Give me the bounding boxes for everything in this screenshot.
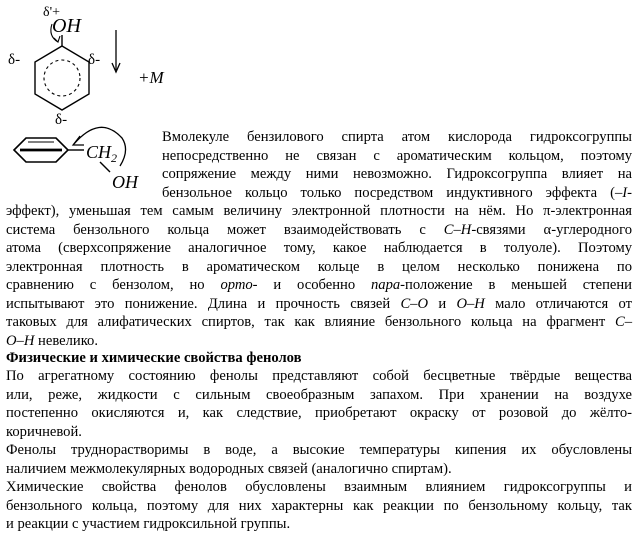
para1-line-5: эффект), уменьшая тем самым величину электронной плотности на нём. Но π-электронная [6,203,632,219]
para1-line-3: сопряжение между ними невозможно. Гидроксогруппа влияет на [162,166,632,182]
paragraph-physical-state [6,367,632,441]
phenol-ring [35,46,89,110]
phenol-oh-label: OH [52,15,81,37]
para1-line-9: сравнению с бензолом, но орто- и особенно пара-положение в меньшей степени [6,277,632,293]
benzyl-oh-label: OH [112,172,138,192]
benzyl-alcohol-diagram [0,118,170,193]
para2-line-1: По агрегатному состоянию фенолы представляют собой бесцветные твёрдые вещества [6,368,632,384]
para1-line-8: электронная плотность в ароматическом кольце в целом несколько понижена по [6,258,632,275]
delta-plus-label: δ'+ [43,5,61,20]
para2-line-2: или, реже, жидкости с сильным своеобразным запахом. При хранении на воздухе [6,386,632,403]
para2-line-3: постепенно окисляются и, как следствие, приобретают окраску от розовой до жёлто- [6,405,632,421]
para4-line-1: Химические свойства фенолов обусловлены взаимным влиянием гидроксогруппы и [6,479,632,495]
para2-line-4: коричневой. [6,423,82,440]
para3-line-1: Фенолы труднорастворимы в воде, а высокие температуры кипения их обусловлены [6,442,632,458]
para1-line-2: непосредственно не связан с ароматическим кольцом, поэтому [162,147,632,164]
paragraph-benzyl-alcohol [162,128,632,202]
phenol-ring-dashed-circle [44,60,80,96]
para1-line-6: система бензольного кольца может взаимодействовать с C–H-связями α-углеродного [6,221,632,238]
ch2-subscript: 2 [111,151,118,165]
delta-minus-left-label: δ- [8,52,21,68]
para1-line-7: атома (сверхсопряжение аналогичное тому, какое наблюдается в толуоле). Поэтому [6,240,632,256]
para1-line-4: бензольное кольцо только посредством индуктивного эффекта (–I- [162,184,632,201]
ch2-text: CH [86,142,112,162]
paragraph-chemical-properties [6,478,632,534]
para3-line-2: наличием межмолекулярных водородных связей (аналогично спиртам). [6,460,452,477]
paragraph-benzyl-alcohol-continued [6,202,632,350]
plus-m-effect-label: +M [138,68,164,87]
para1-line-10: испытывают это понижение. Длина и прочность связей C–O и O–H мало отличаются от [6,295,633,312]
para1-line-1: Вмолекуле бензилового спирта атом кислорода гидроксогруппы [162,129,632,145]
paragraph-solubility [6,441,632,478]
benzyl-arrow-head [73,136,84,145]
para4-line-3: и реакции с участием гидроксильной группы. [6,516,291,532]
phenol-structure-diagram [0,0,200,125]
section-heading: Физические и химические свойства фенолов [6,350,302,366]
delta-minus-right-label: δ- [88,52,101,68]
delta-minus-bottom-label: δ- [55,112,68,125]
benzyl-c-o-bond [100,162,110,172]
para1-line-12: O–H невелико. [6,332,98,349]
ch2-label [86,142,117,165]
para1-line-11: таковых для алифатических спиртов, так как влияние бензольного кольца на фрагмент C– [6,314,632,330]
para4-line-2: бензольного кольца, поэтому для них характерны как реакции по бензольному кольцу, так [6,497,632,514]
